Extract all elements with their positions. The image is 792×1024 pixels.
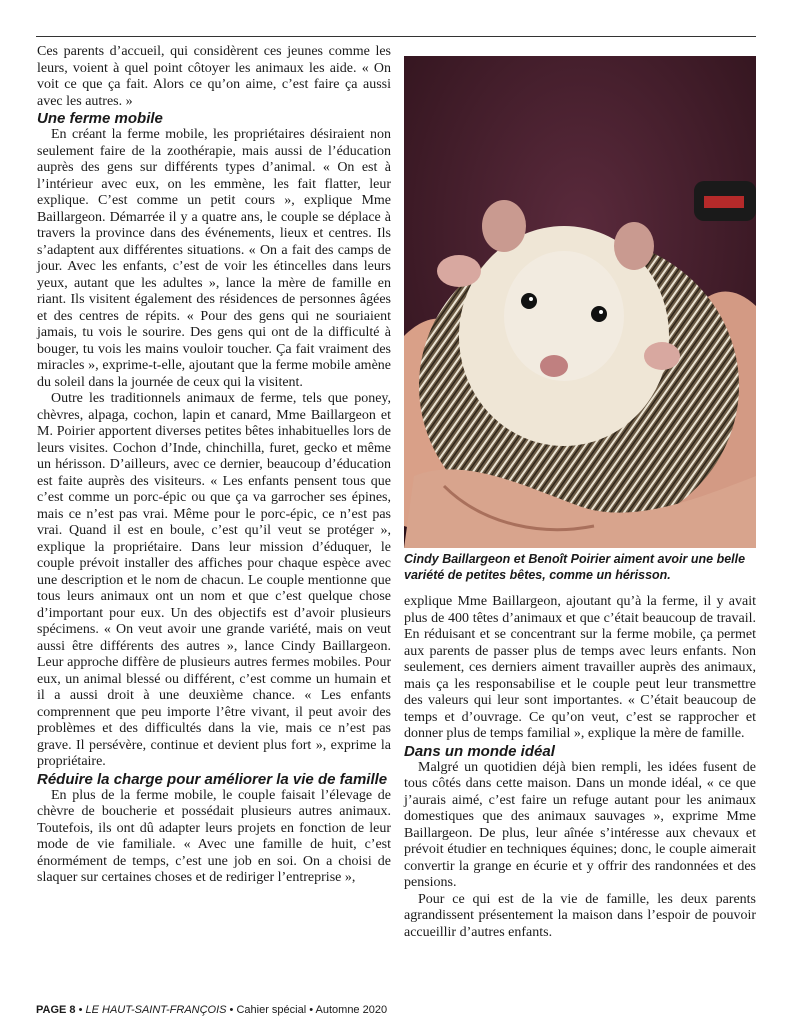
paragraph: Outre les traditionnels animaux de ferme, tels que poney, chèvres, alpaga, cochon, lapin et canard, Mme Baillargeon et M. Poirier apportent diverses petites bêtes inhabituelles lors de leurs visites. Cochon d’Inde, chinchilla, furet, gecko et même un hérisson. D’ailleurs, avec ce dernier, beaucoup d’éducation est faite auprès des visiteurs. « Les enfants pensent tous que c’est comme un porc-épic ou que ça va garrocher ses épines, mais ce n’est pas vrai. Même pour le porc-épic, ce n’est pas vrai. Quand il est en boule, c’est qu’il veut se protéger », explique la propriétaire. Dans leur mission d’éduquer, le couple prévoit installer des affiches pour chaque espèce avec une description et le nom de chacun. Le couple mentionne que tous leurs animaux ont un nom et que c’est quelque chose d’important pour eux. Un des objectifs est d’avoir plusieurs spécimens. « On veut avoir une grande variété, mais on veut aussi être différents des autres », lance Cindy Baillargeon. Leur approche diffère de plusieurs autres fermes mobiles. Pour eux, un animal blessé ou différent, c’est comme un humain et il a aussi droit à une deuxième chance. « Les enfants comprennent que peu importe l’être vivant, il peut avoir des problèmes et des difficultés dans la vie, mais ce n’est pas grave. Il persévère, continue et devient plus fort », exprime la propriétaire.	[37, 391, 391, 769]
top-rule	[36, 36, 756, 37]
page-number: PAGE 8	[36, 1004, 76, 1016]
paragraph: En plus de la ferme mobile, le couple faisait l’élevage de chèvre de boucherie et possédait plusieurs autres animaux. Toutefois, ils ont dû adapter leurs projets en fonction de leur mode de vie familiale. « Avec une famille de huit, c’est énormément de temps, c’est une job en soi. On a choisi de slaquer sur certaines choses et de rediriger l’entreprise »,	[37, 787, 391, 885]
publication-name: LE HAUT-SAINT-FRANÇOIS	[85, 1004, 227, 1016]
page-footer	[36, 1004, 387, 1017]
photo-caption: Cindy Baillargeon et Benoît Poirier aiment avoir une belle variété de petites bêtes, comme un hérisson.	[404, 552, 746, 582]
paragraph: Ces parents d’accueil, qui considèrent ces jeunes comme les leurs, voient à quel point côtoyer les animaux les aide. « On voit ce que ça fait. Alors ce qu’on aime, c’est faire ça aussi avec les autres. »	[37, 44, 391, 109]
paragraph: Malgré un quotidien déjà bien rempli, les idées fusent de tous côtés dans cette maison. Dans un monde idéal, « ce que j’aurais aimé, c’est faire un refuge autant pour les animaux domestiques que des animaux sauvages », exprime Mme Baillargeon. De plus, leur aînée s’intéresse aux chevaux et prévoit étudier en techniques équines; donc, le couple aimerait convertir la grange en écurie et y offrir des randonnées et des pensions.	[404, 759, 756, 890]
left-column	[37, 44, 391, 887]
paragraph: Pour ce qui est de la vie de famille, les deux parents agrandissent présentement la maison dans l’espoir de pouvoir accueillir d’autres enfants.	[404, 891, 756, 940]
hedgehog-photo	[404, 56, 756, 548]
section-heading: Réduire la charge pour améliorer la vie de famille	[37, 770, 388, 788]
footer-separator: •	[226, 1004, 237, 1016]
section-heading: Dans un monde idéal	[404, 742, 555, 760]
hedgehog-illustration	[404, 56, 756, 548]
paragraph: En créant la ferme mobile, les propriétaires désiraient non seulement faire de la zoothérapie, mais aussi de l’éducation auprès des gens sur différents types d’animal. « On est à l’intérieur avec eux, on les emmène, les fait flatter, leur explique. C’est comme un petit cours », explique Mme Baillargeon. Démarrée il y a quatre ans, le couple se déplace à travers la province dans des événements, lieux et centres. Ils s’adaptent aux différentes situations. « On a fait des camps de jour. Avec les enfants, c’est de voir les étincelles dans leurs yeux, autant que les adultes », lance la mère de famille en riant. Ils visitent également des résidences de personnes âgées et des centres de répits. « Pour des gens qui ne souriaient jamais, tu vois le sourire. Des gens qui ont de la difficulté à bouger, tu vois les mains vouloir toucher. Ça fait vraiment des miracles », exprime-t-elle, ajoutant que la ferme mobile amène du soleil dans la journée de ceux qui la visitent.	[37, 127, 391, 390]
footer-separator: •	[75, 1004, 86, 1016]
paragraph: explique Mme Baillargeon, ajoutant qu’à la ferme, il y avait plus de 400 têtes d’animaux et que c’était beaucoup de travail. En réduisant et se concentrant sur la ferme mobile, ça permet aux parents de passer plus de temps avec leurs enfants. Non seulement, ces derniers aiment travailler auprès des animaux, mais ça les responsabilise et le couple peut leur transmettre des valeurs qui leur sont importantes. « C’était beaucoup de temps et d’ouvrage. Ce qu’on veut, c’est se rapprocher et donner plus de temps familial », explique la mère de famille.	[404, 594, 756, 741]
section-heading: Une ferme mobile	[37, 110, 163, 127]
edition-label: Cahier spécial • Automne 2020	[236, 1004, 388, 1016]
right-column	[404, 594, 756, 941]
